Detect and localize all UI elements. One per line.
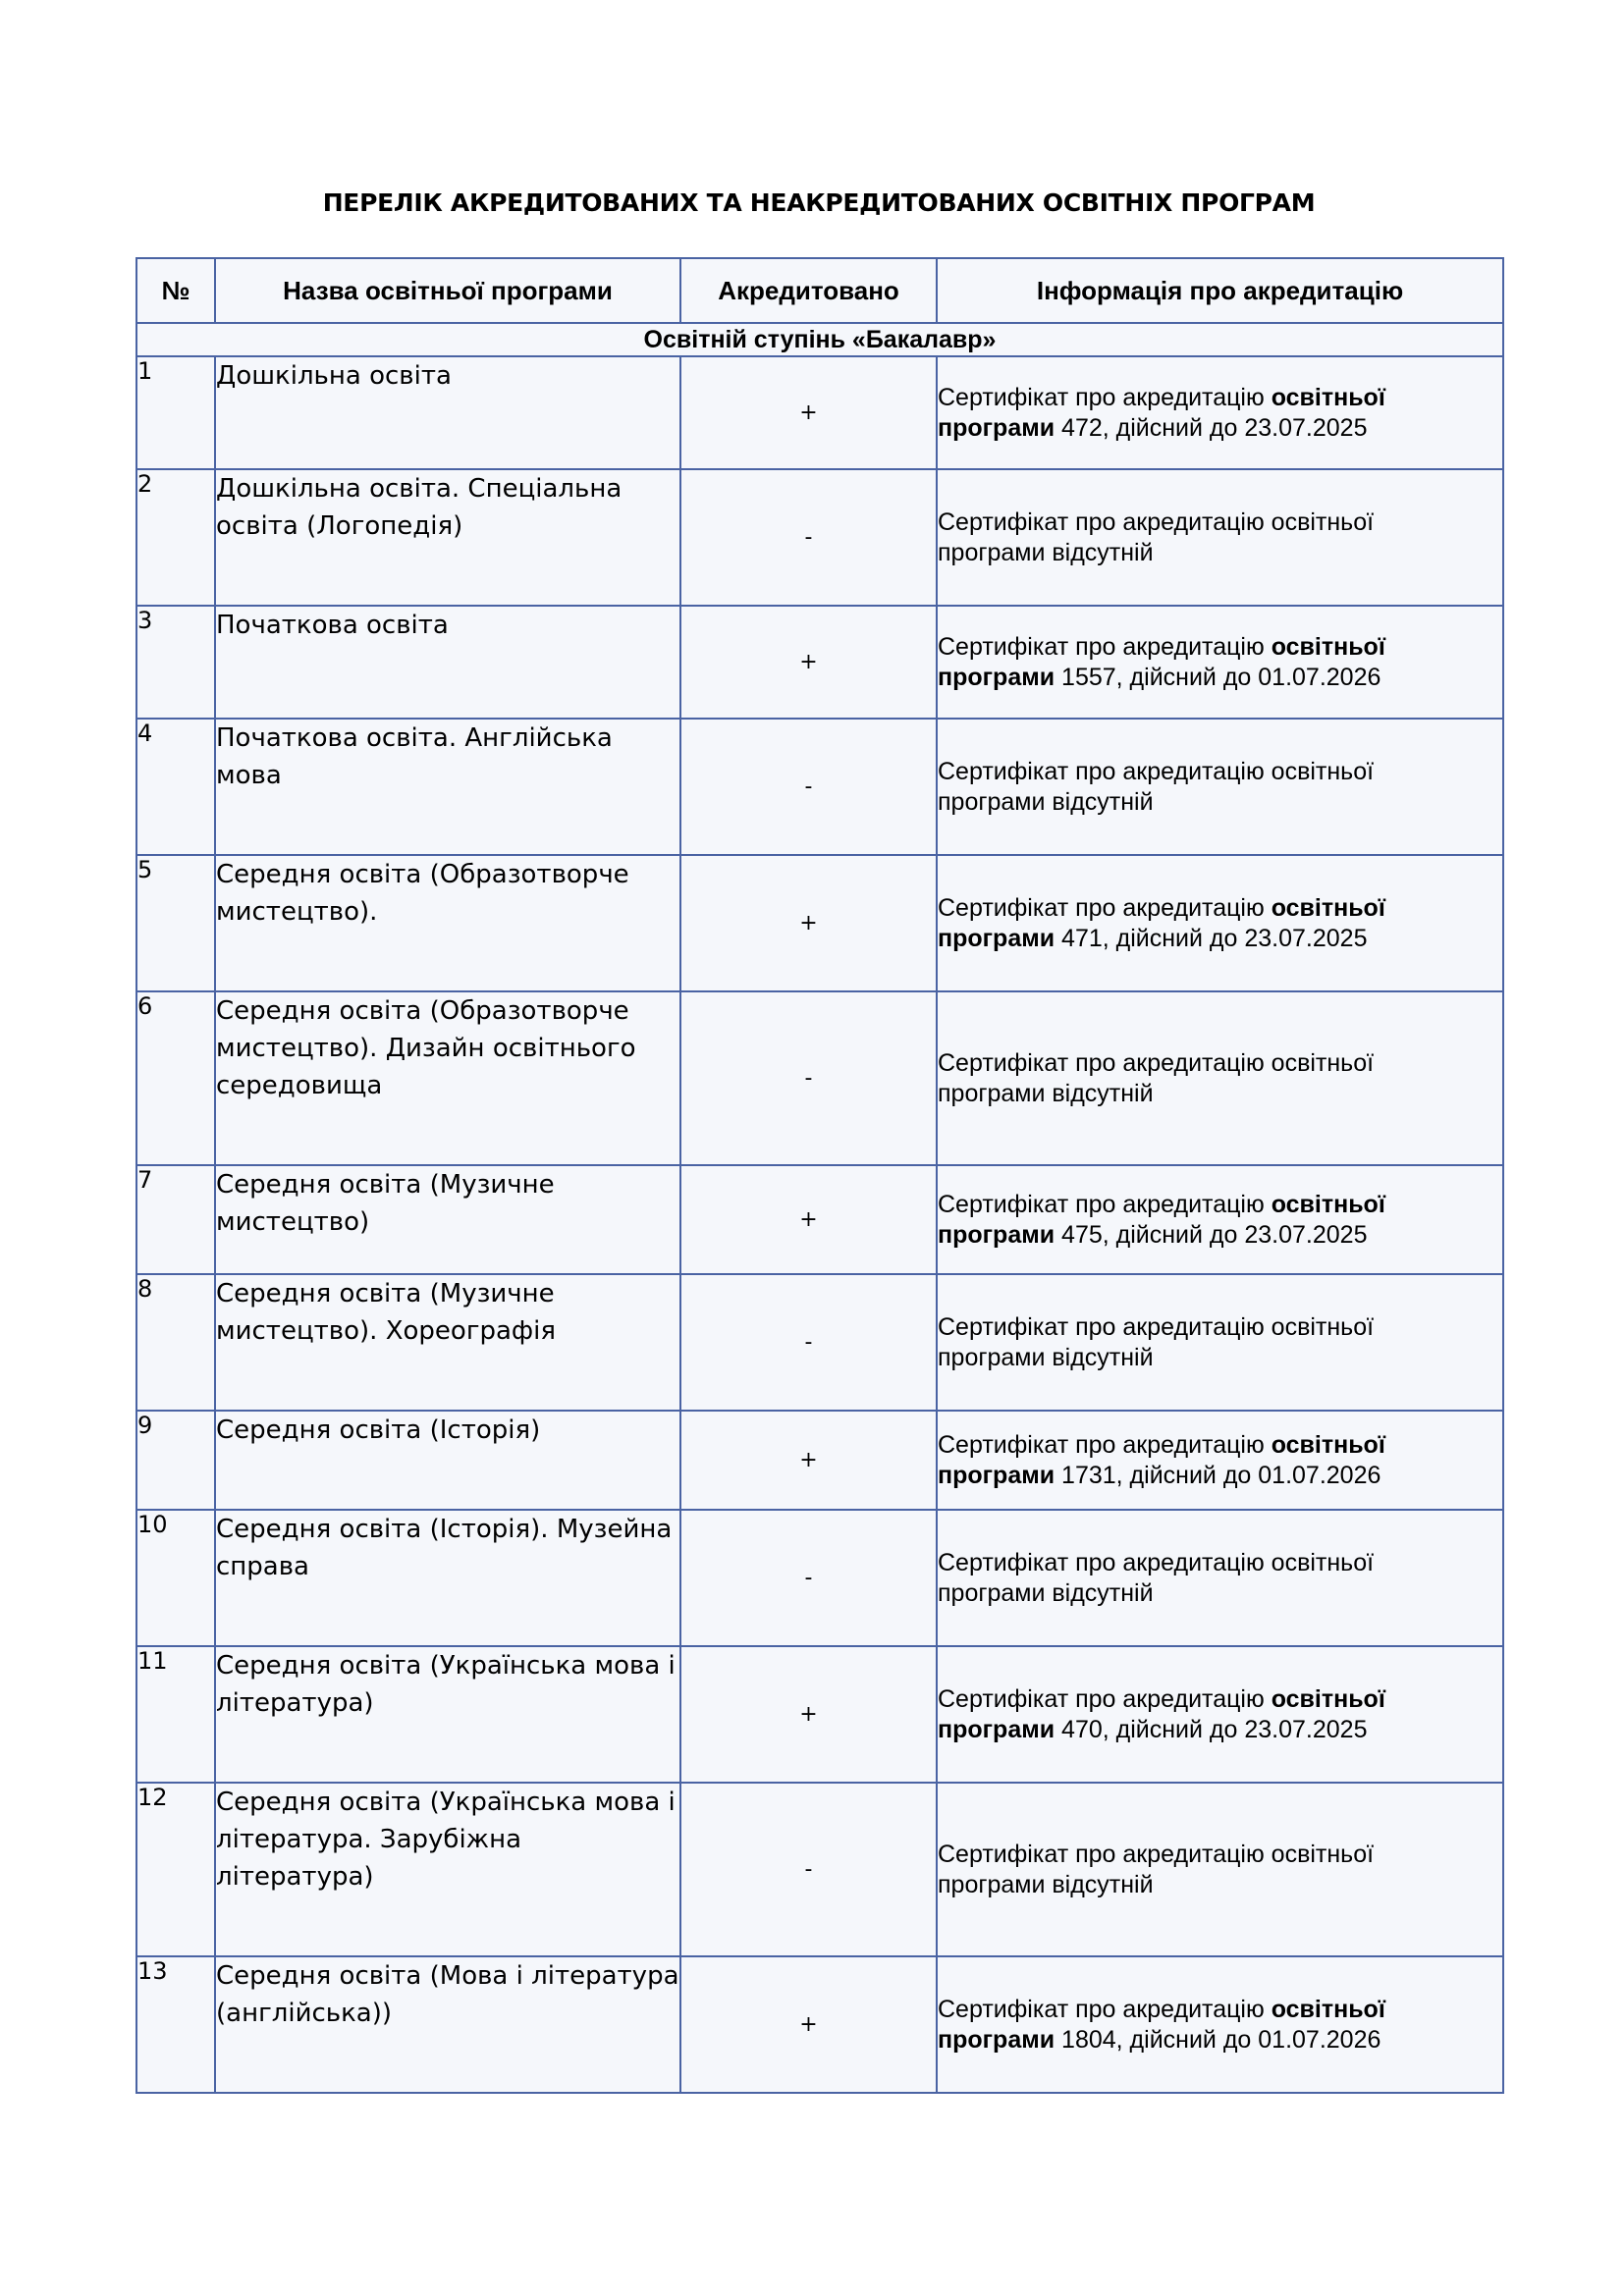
info-bold: програми [938, 1220, 1056, 1249]
table-row [136, 469, 1503, 606]
info-bold: освітньої [1271, 893, 1385, 922]
program-name: Початкова освіта. Англійська мова [215, 719, 680, 855]
info-text: Сертифікат про акредитацію [938, 1684, 1272, 1713]
page-title: ПЕРЕЛІК АКРЕДИТОВАНИХ ТА НЕАКРЕДИТОВАНИХ ОСВІТНІХ ПРОГРАМ [322, 188, 1316, 217]
program-name: Дошкільна освіта. Спеціальна освіта (Логопедія) [215, 469, 680, 606]
accreditation-info [937, 356, 1503, 469]
info-bold: програми [938, 413, 1056, 442]
education-level-row [136, 323, 1503, 356]
education-level-label: Освітній ступінь «Бакалавр» [136, 323, 1503, 356]
info-text: Сертифікат про акредитацію освітньої [938, 757, 1375, 785]
programs-table [135, 257, 1504, 2094]
row-number: 5 [136, 855, 215, 991]
table-row [136, 606, 1503, 719]
info-text: 475, дійсний до 23.07.2025 [1055, 1220, 1368, 1249]
info-text: Сертифікат про акредитацію освітньої [938, 1548, 1375, 1576]
accreditation-info [937, 1646, 1503, 1783]
program-name: Середня освіта (Образотворче мистецтво). Дизайн освітнього середовища [215, 991, 680, 1165]
info-text: програми відсутній [938, 1079, 1154, 1107]
table-row [136, 356, 1503, 469]
info-bold: освітньої [1271, 383, 1385, 411]
header-accreditation-info: Інформація про акредитацію [937, 258, 1503, 323]
row-number: 6 [136, 991, 215, 1165]
table-row [136, 1274, 1503, 1411]
program-name: Середня освіта (Історія). Музейна справа [215, 1510, 680, 1646]
accreditation-info [937, 1165, 1503, 1274]
row-number: 10 [136, 1510, 215, 1646]
info-text: Сертифікат про акредитацію освітньої [938, 1312, 1375, 1341]
info-text: Сертифікат про акредитацію [938, 632, 1272, 661]
table-row [136, 855, 1503, 991]
accredited-mark: - [680, 1274, 937, 1411]
table-row [136, 1510, 1503, 1646]
info-text: Сертифікат про акредитацію [938, 1190, 1272, 1218]
accredited-mark: + [680, 855, 937, 991]
accreditation-info [937, 1274, 1503, 1411]
info-text: програми відсутній [938, 538, 1154, 566]
info-text: програми відсутній [938, 1578, 1154, 1607]
table-header-row [136, 258, 1503, 323]
accredited-mark: - [680, 719, 937, 855]
program-name: Середня освіта (Українська мова і література. Зарубіжна література) [215, 1783, 680, 1956]
row-number: 2 [136, 469, 215, 606]
program-name: Дошкільна освіта [215, 356, 680, 469]
accreditation-info [937, 1956, 1503, 2093]
program-name: Середня освіта (Мова і література (англійська)) [215, 1956, 680, 2093]
accreditation-info [937, 469, 1503, 606]
info-text: 470, дійсний до 23.07.2025 [1055, 1715, 1368, 1743]
info-bold: освітньої [1271, 1995, 1385, 2023]
accreditation-info [937, 1510, 1503, 1646]
accreditation-info [937, 1783, 1503, 1956]
accredited-mark: + [680, 606, 937, 719]
info-text: програми відсутній [938, 787, 1154, 816]
info-bold: програми [938, 1461, 1056, 1489]
row-number: 8 [136, 1274, 215, 1411]
info-text: 1804, дійсний до 01.07.2026 [1055, 2025, 1381, 2054]
accredited-mark: - [680, 1510, 937, 1646]
accredited-mark: + [680, 1956, 937, 2093]
accreditation-info [937, 855, 1503, 991]
info-bold: програми [938, 2025, 1056, 2054]
row-number: 12 [136, 1783, 215, 1956]
info-text: Сертифікат про акредитацію [938, 1995, 1272, 2023]
program-name: Середня освіта (Українська мова і література) [215, 1646, 680, 1783]
row-number: 13 [136, 1956, 215, 2093]
table-row [136, 1783, 1503, 1956]
info-text: Сертифікат про акредитацію освітньої [938, 507, 1375, 536]
row-number: 3 [136, 606, 215, 719]
info-text: Сертифікат про акредитацію [938, 1430, 1272, 1459]
info-text: 472, дійсний до 23.07.2025 [1055, 413, 1368, 442]
header-accredited: Акредитовано [680, 258, 937, 323]
accreditation-info [937, 719, 1503, 855]
table-row [136, 719, 1503, 855]
table-row [136, 1956, 1503, 2093]
info-text: Сертифікат про акредитацію освітньої [938, 1048, 1375, 1077]
table-row [136, 991, 1503, 1165]
accredited-mark: - [680, 1783, 937, 1956]
row-number: 4 [136, 719, 215, 855]
info-bold: освітньої [1271, 1430, 1385, 1459]
info-bold: програми [938, 663, 1056, 691]
accredited-mark: + [680, 1165, 937, 1274]
info-text: Сертифікат про акредитацію [938, 893, 1272, 922]
accredited-mark: + [680, 356, 937, 469]
row-number: 11 [136, 1646, 215, 1783]
accreditation-info [937, 1411, 1503, 1510]
program-name: Початкова освіта [215, 606, 680, 719]
table-row [136, 1646, 1503, 1783]
accredited-mark: + [680, 1646, 937, 1783]
info-bold: освітньої [1271, 1684, 1385, 1713]
info-text: програми відсутній [938, 1870, 1154, 1898]
header-program-name: Назва освітньої програми [215, 258, 680, 323]
program-name: Середня освіта (Історія) [215, 1411, 680, 1510]
info-text: 1557, дійсний до 01.07.2026 [1055, 663, 1381, 691]
accredited-mark: - [680, 991, 937, 1165]
info-bold: освітньої [1271, 1190, 1385, 1218]
info-text: Сертифікат про акредитацію освітньої [938, 1840, 1375, 1868]
info-text: Сертифікат про акредитацію [938, 383, 1272, 411]
table-row [136, 1411, 1503, 1510]
accreditation-info [937, 991, 1503, 1165]
info-text: 471, дійсний до 23.07.2025 [1055, 924, 1368, 952]
info-text: програми відсутній [938, 1343, 1154, 1371]
program-name: Середня освіта (Образотворче мистецтво). [215, 855, 680, 991]
row-number: 7 [136, 1165, 215, 1274]
table-row [136, 1165, 1503, 1274]
info-bold: програми [938, 924, 1056, 952]
program-name: Середня освіта (Музичне мистецтво) [215, 1165, 680, 1274]
row-number: 1 [136, 356, 215, 469]
row-number: 9 [136, 1411, 215, 1510]
accredited-mark: + [680, 1411, 937, 1510]
program-name: Середня освіта (Музичне мистецтво). Хореографія [215, 1274, 680, 1411]
header-number: № [136, 258, 215, 323]
accredited-mark: - [680, 469, 937, 606]
info-text: 1731, дійсний до 01.07.2026 [1055, 1461, 1381, 1489]
info-bold: освітньої [1271, 632, 1385, 661]
accreditation-info [937, 606, 1503, 719]
info-bold: програми [938, 1715, 1056, 1743]
